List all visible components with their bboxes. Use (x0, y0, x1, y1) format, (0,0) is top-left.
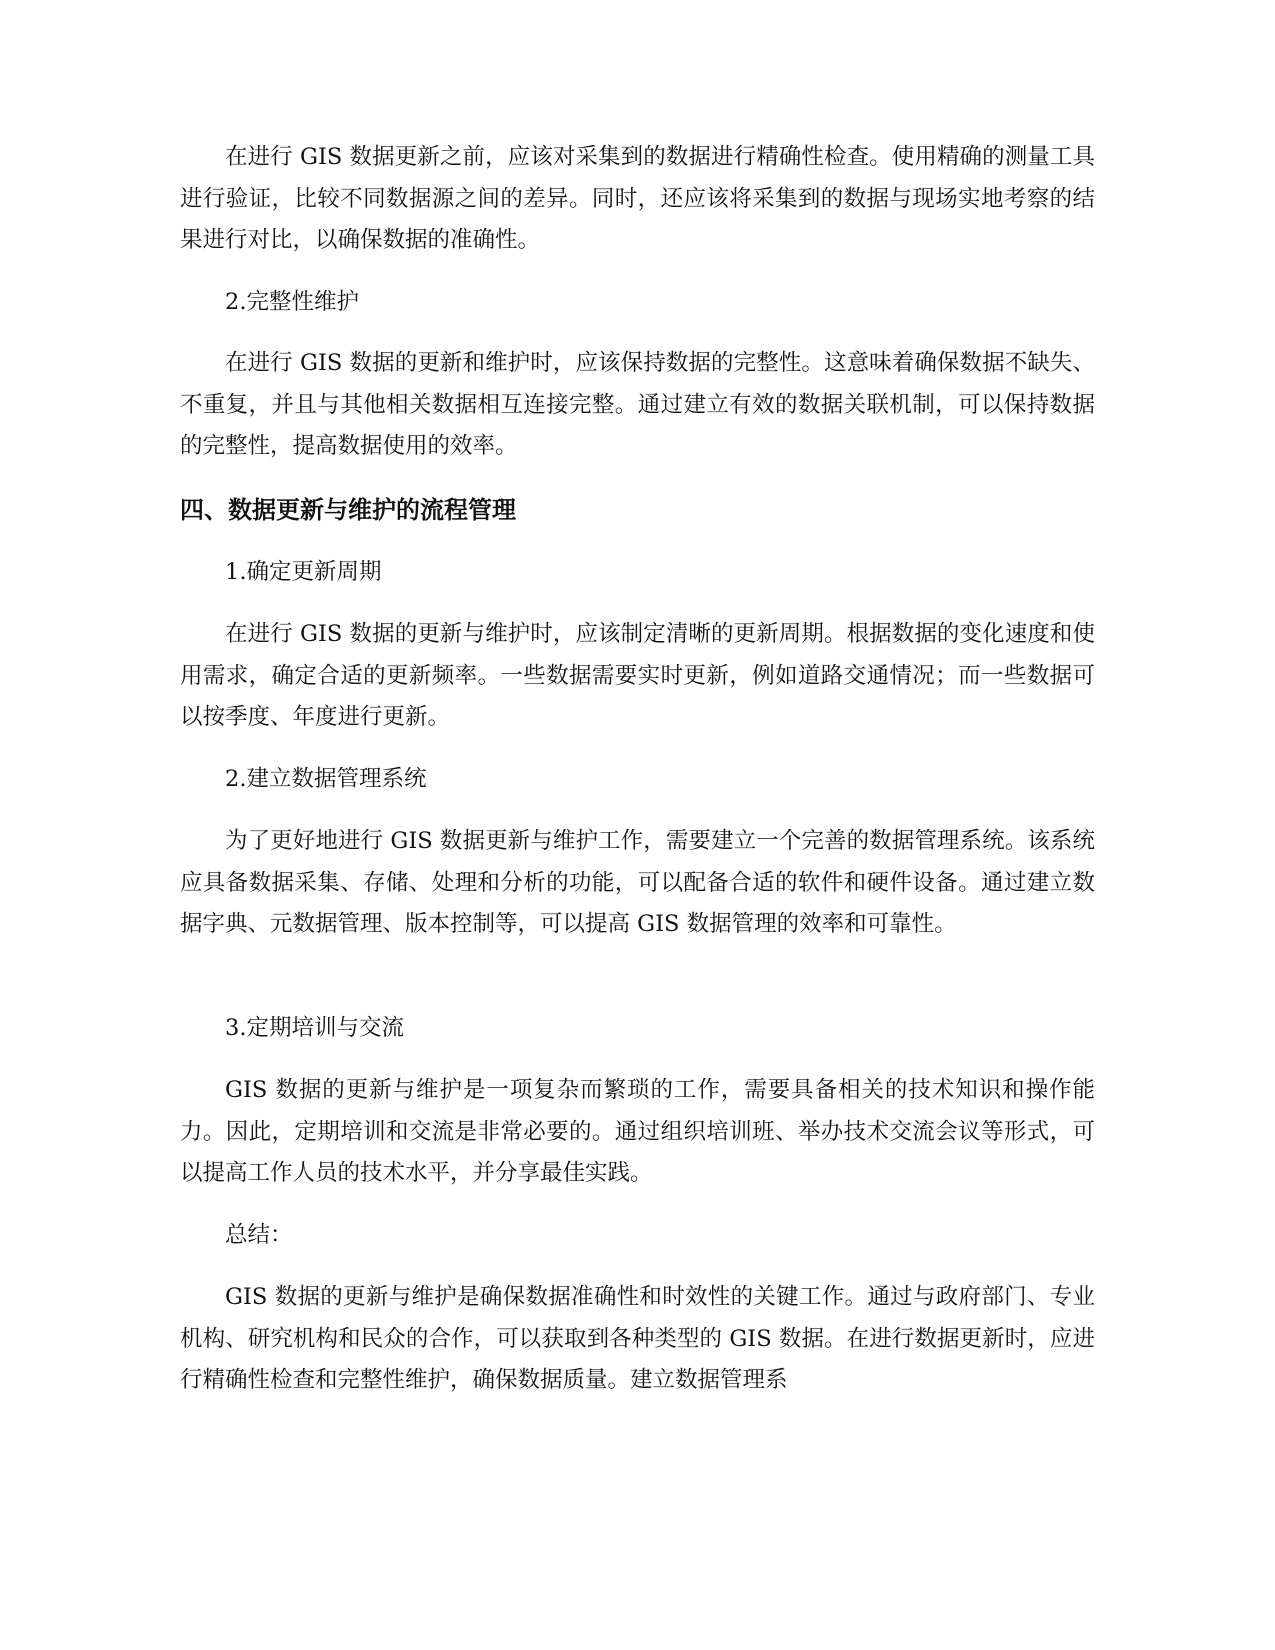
paragraph-training (180, 1070, 1095, 1195)
paragraph-text: 在进行 GIS 数据的更新与维护时，应该制定清晰的更新周期。根据数据的变化速度和使用需求，确定合适的更新频率。一些数据需要实时更新，例如道路交通情况；而一些数据可以按季度、年度进行更新。 (180, 621, 1095, 730)
subheading-summary (180, 1220, 1095, 1250)
paragraph-summary (180, 1277, 1095, 1402)
subheading-data-system (180, 764, 1095, 794)
paragraph-text: 在进行 GIS 数据的更新和维护时，应该保持数据的完整性。这意味着确保数据不缺失、不重复，并且与其他相关数据相互连接完整。通过建立有效的数据关联机制，可以保持数据的完整性，提高数据使用的效率。 (180, 350, 1095, 459)
paragraph-accuracy-check (180, 137, 1095, 262)
subheading-text: 1.确定更新周期 (225, 559, 382, 585)
subheading-integrity (180, 287, 1095, 317)
paragraph-text: GIS 数据的更新与维护是确保数据准确性和时效性的关键工作。通过与政府部门、专业机构、研究机构和民众的合作，可以获取到各种类型的 GIS 数据。在进行数据更新时，应进行精确性检查和完整性维护，确保数据质量。建立数据管理系 (180, 1284, 1095, 1393)
paragraph-text: 为了更好地进行 GIS 数据更新与维护工作，需要建立一个完善的数据管理系统。该系统应具备数据采集、存储、处理和分析的功能，可以配备合适的软件和硬件设备。通过建立数据字典、元数据管理、版本控制等，可以提高 GIS 数据管理的效率和可靠性。 (180, 828, 1095, 937)
subheading-training (180, 1013, 1095, 1043)
subheading-update-cycle (180, 557, 1095, 587)
subheading-text: 总结： (225, 1222, 293, 1248)
paragraph-update-cycle (180, 614, 1095, 739)
paragraph-data-system (180, 821, 1095, 946)
subheading-text: 2.完整性维护 (225, 289, 359, 315)
subheading-text: 2.建立数据管理系统 (225, 766, 427, 792)
paragraph-text: GIS 数据的更新与维护是一项复杂而繁琐的工作，需要具备相关的技术知识和操作能力。因此，定期培训和交流是非常必要的。通过组织培训班、举办技术交流会议等形式，可以提高工作人员的技术水平，并分享最佳实践。 (180, 1077, 1095, 1186)
paragraph-text: 在进行 GIS 数据更新之前，应该对采集到的数据进行精确性检查。使用精确的测量工具进行验证，比较不同数据源之间的差异。同时，还应该将采集到的数据与现场实地考察的结果进行对比，以确保数据的准确性。 (180, 144, 1095, 253)
subheading-text: 3.定期培训与交流 (225, 1015, 404, 1041)
section-heading (180, 494, 1095, 526)
section-heading-text: 四、数据更新与维护的流程管理 (180, 496, 516, 524)
paragraph-integrity (180, 343, 1095, 468)
